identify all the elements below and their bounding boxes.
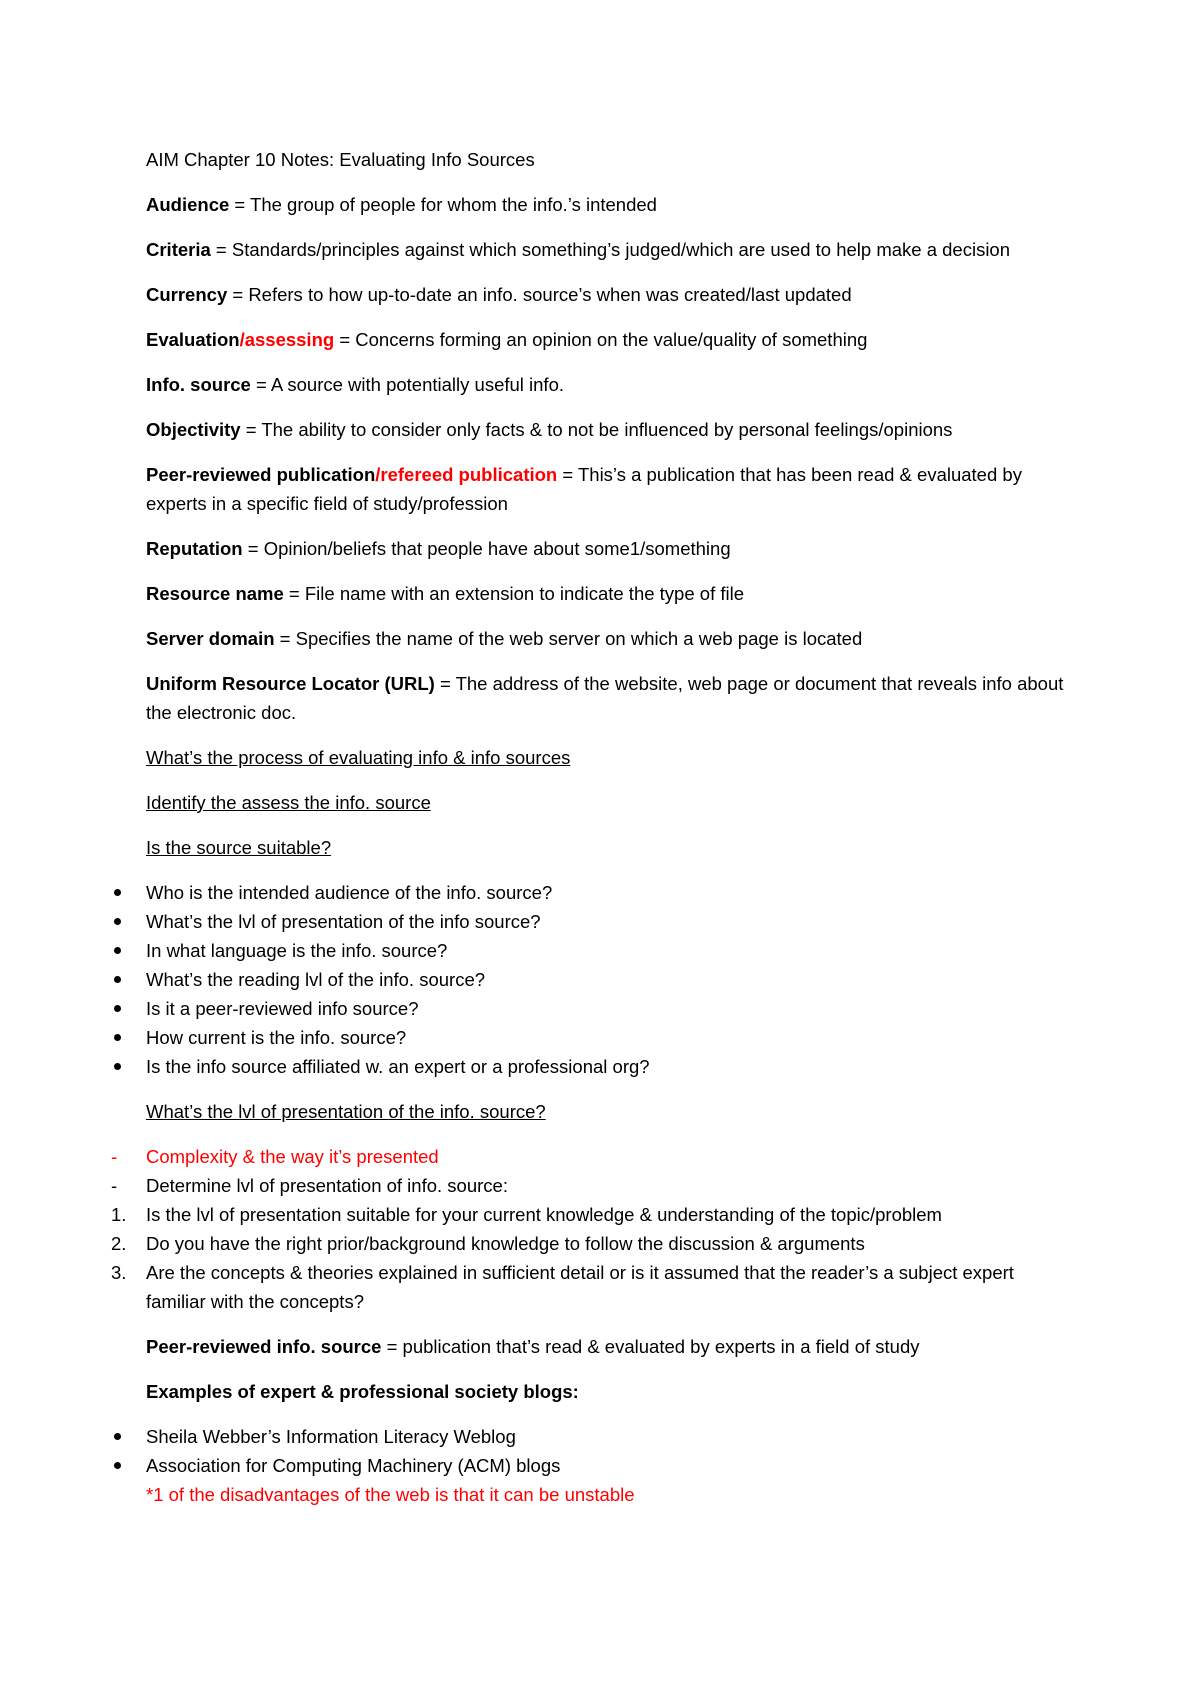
level-numbered-list <box>111 1200 1076 1316</box>
list-item: What’s the reading lvl of the info. source? <box>146 965 1076 994</box>
list-item: Who is the intended audience of the info. source? <box>146 878 1076 907</box>
list-item: Is it a peer-reviewed info source? <box>146 994 1076 1023</box>
heading-process: What’s the process of evaluating info & info sources <box>146 747 571 768</box>
definition-resource-name: Resource name = File name with an extension to indicate the type of file <box>146 583 744 604</box>
definition-peer-reviewed-info-source: Peer-reviewed info. source = publication that’s read & evaluated by experts in a field of study <box>146 1336 920 1357</box>
list-item: In what language is the info. source? <box>146 936 1076 965</box>
list-item: 1. Is the lvl of presentation suitable for your current knowledge & understanding of the topic/problem <box>111 1204 942 1225</box>
definition-currency: Currency = Refers to how up-to-date an info. source’s when was created/last updated <box>146 284 852 305</box>
definition-criteria: Criteria = Standards/principles against which something’s judged/which are used to help make a decision <box>146 239 1011 260</box>
list-item: 2. Do you have the right prior/background knowledge to follow the discussion & arguments <box>111 1233 865 1254</box>
web-note: *1 of the disadvantages of the web is that it can be unstable <box>146 1484 635 1505</box>
heading-suitable: Is the source suitable? <box>146 837 332 858</box>
definition-audience: Audience = The group of people for whom the info.’s intended <box>146 194 657 215</box>
definition-evaluation: Evaluation/assessing = Concerns forming an opinion on the value/quality of something <box>146 329 868 350</box>
list-item: What’s the lvl of presentation of the info source? <box>146 907 1076 936</box>
definition-info-source: Info. source = A source with potentially useful info. <box>146 374 565 395</box>
heading-level: What’s the lvl of presentation of the info. source? <box>146 1101 546 1122</box>
definition-peer-reviewed-publication: Peer-reviewed publication/refereed publication = This’s a publication that has been read & evaluated by experts in a specific field of study/profession <box>146 464 1022 514</box>
suitable-questions-list <box>146 878 1076 1081</box>
definition-reputation: Reputation = Opinion/beliefs that people have about some1/something <box>146 538 731 559</box>
blogs-list <box>146 1422 1076 1480</box>
blogs-heading: Examples of expert & professional society blogs: <box>146 1381 579 1402</box>
document-title: AIM Chapter 10 Notes: Evaluating Info Sources <box>146 149 535 170</box>
list-item: How current is the info. source? <box>146 1023 1076 1052</box>
level-dash-list <box>111 1142 1076 1200</box>
list-item: Association for Computing Machinery (ACM) blogs <box>146 1451 1076 1480</box>
list-item: - Determine lvl of presentation of info. source: <box>111 1175 508 1196</box>
document-content <box>111 145 1076 1525</box>
list-item: 3. Are the concepts & theories explained in sufficient detail or is it assumed that the reader’s a subject expert familiar with the concepts? <box>111 1262 1014 1312</box>
list-item: - Complexity & the way it’s presented <box>111 1146 439 1167</box>
list-item: Sheila Webber’s Information Literacy Weblog <box>146 1422 1076 1451</box>
heading-identify: Identify the assess the info. source <box>146 792 431 813</box>
definition-server-domain: Server domain = Specifies the name of the web server on which a web page is located <box>146 628 863 649</box>
definition-url: Uniform Resource Locator (URL) = The address of the website, web page or document that reveals info about the electronic doc. <box>146 673 1064 723</box>
definition-objectivity: Objectivity = The ability to consider only facts & to not be influenced by personal feelings/opinions <box>146 419 953 440</box>
list-item: Is the info source affiliated w. an expert or a professional org? <box>146 1052 1076 1081</box>
